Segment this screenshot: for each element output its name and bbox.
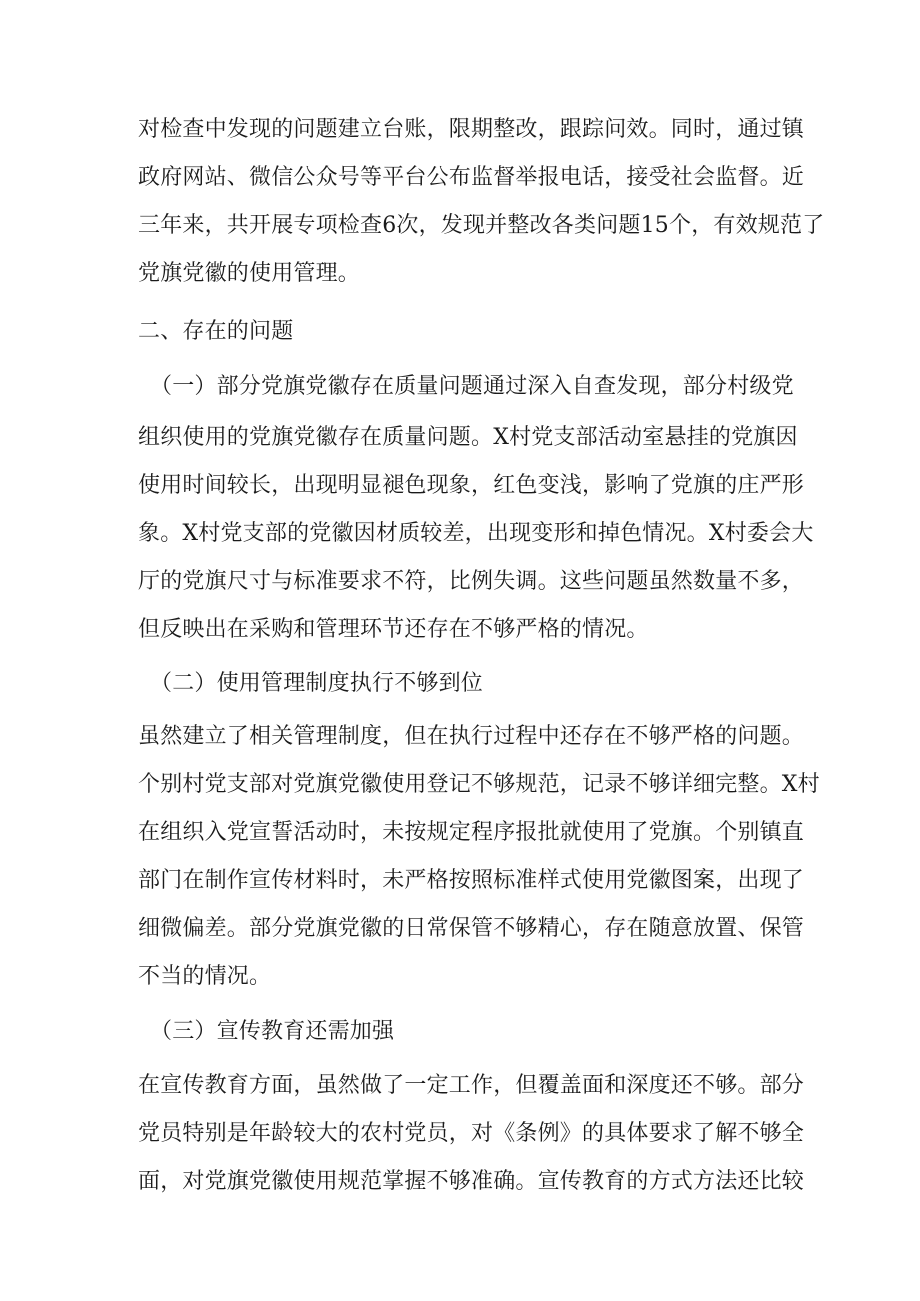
paragraph-line: 在组织入党宣誓活动时，未按规定程序报批就使用了党旗。个别镇直: [138, 820, 805, 845]
paragraph-line: 不当的情况。: [138, 964, 272, 989]
paragraph-line: 细微偏差。部分党旗党徽的日常保管不够精心，存在随意放置、保管: [138, 916, 805, 941]
paragraph-line: 象。X村党支部的党徽因材质较差，出现变形和掉色情况。X村委会大: [138, 521, 814, 546]
paragraph-line: 政府网站、微信公众号等平台公布监督举报电话，接受社会监督。近: [138, 165, 805, 190]
paragraph-line: 厅的党旗尺寸与标准要求不符，比例失调。这些问题虽然数量不多，: [138, 569, 805, 594]
paragraph-line: 但反映出在采购和管理环节还存在不够严格的情况。: [138, 617, 649, 642]
subsection-heading: （一）部分党旗党徽存在质量问题通过深入自查发现，部分村级党: [150, 374, 794, 399]
paragraph-line: 个别村党支部对党旗党徽使用登记不够规范，记录不够详细完整。X村: [138, 772, 820, 797]
paragraph-line: 党旗党徽的使用管理。: [138, 261, 361, 286]
paragraph-line: 虽然建立了相关管理制度，但在执行过程中还存在不够严格的问题。: [138, 724, 805, 749]
paragraph-line: 党员特别是年龄较大的农村党员，对《条例》的具体要求了解不够全: [138, 1121, 805, 1146]
paragraph-line: 面，对党旗党徽使用规范掌握不够准确。宣传教育的方式方法还比较: [138, 1169, 805, 1194]
paragraph-line: 三年来，共开展专项检查6次，发现并整改各类问题15个，有效规范了: [138, 213, 825, 238]
section-heading: 二、存在的问题: [138, 319, 294, 344]
subsection-heading: （三）宣传教育还需加强: [150, 1019, 395, 1044]
paragraph-line: 在宣传教育方面，虽然做了一定工作，但覆盖面和深度还不够。部分: [138, 1073, 805, 1098]
paragraph-line: 部门在制作宣传材料时，未严格按照标准样式使用党徽图案，出现了: [138, 868, 805, 893]
subsection-heading: （二）使用管理制度执行不够到位: [150, 671, 484, 696]
paragraph-line: 组织使用的党旗党徽存在质量问题。X村党支部活动室悬挂的党旗因: [138, 425, 798, 450]
paragraph-line: 使用时间较长，出现明显褪色现象，红色变浅，影响了党旗的庄严形: [138, 473, 805, 498]
paragraph-line: 对检查中发现的问题建立台账，限期整改，跟踪问效。同时，通过镇: [138, 117, 805, 142]
